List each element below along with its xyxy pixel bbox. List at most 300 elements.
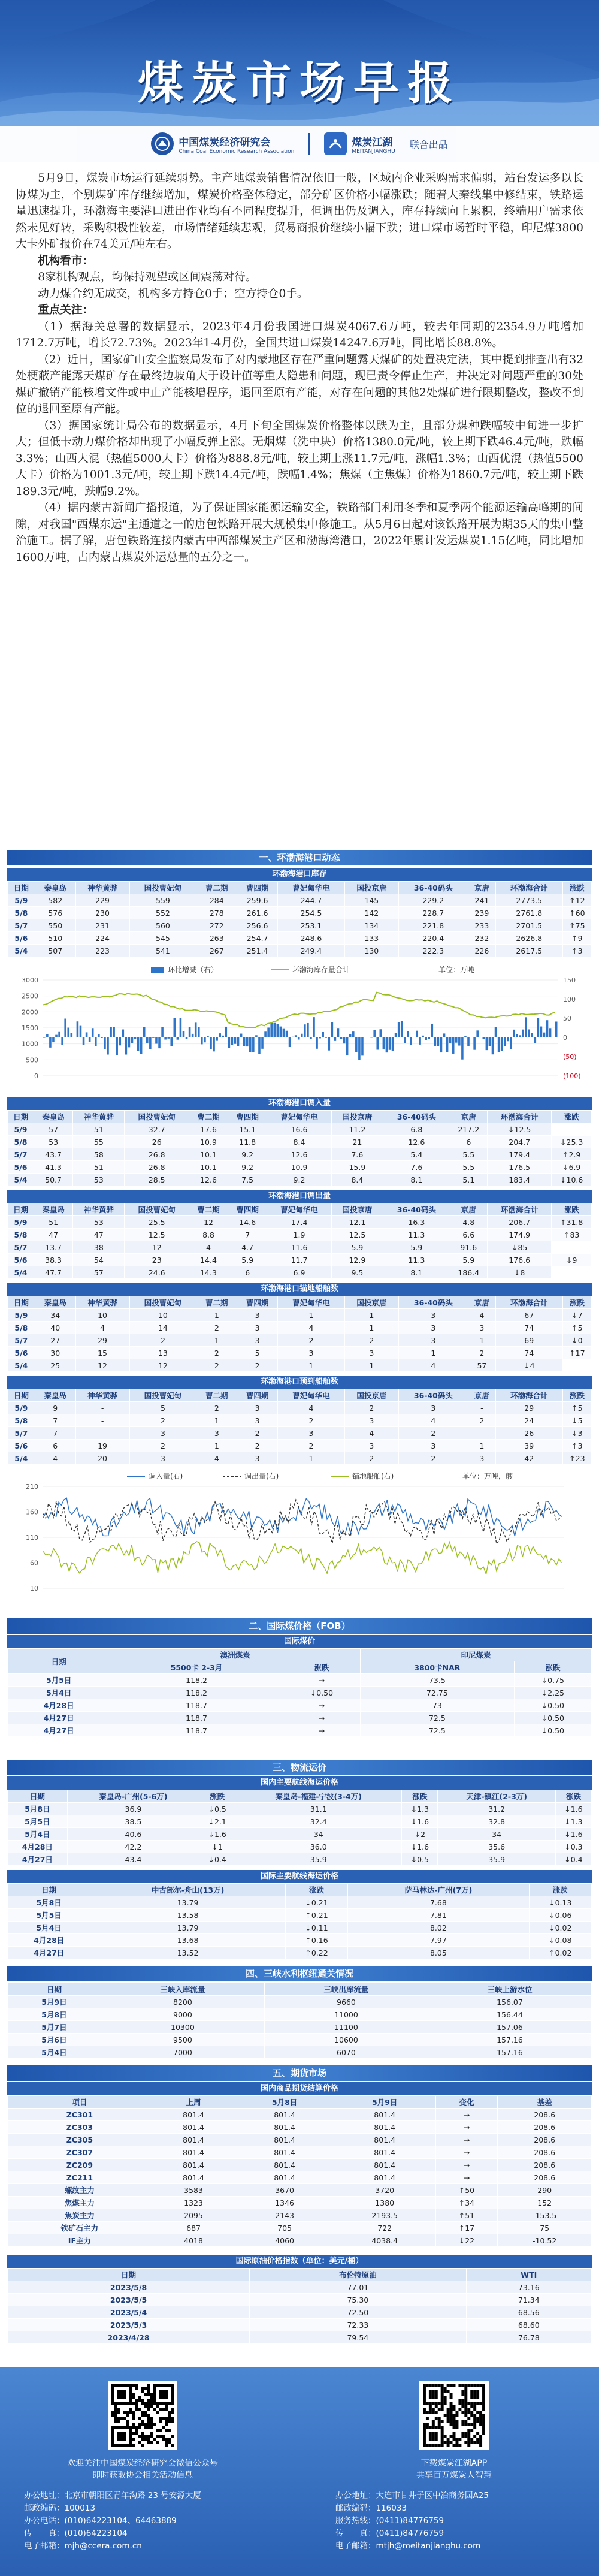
table-row [8, 1687, 592, 1699]
table-cell: 6 [228, 1266, 267, 1279]
table-cell: 224 [75, 932, 129, 945]
bar [313, 1017, 315, 1037]
table-cell: 1 [344, 1309, 398, 1322]
bar [267, 1027, 270, 1037]
table-cell: ↓0.75 [514, 1674, 591, 1687]
qr-module [423, 2444, 426, 2447]
column-header: 36-40码头 [398, 1296, 468, 1309]
qr-module [435, 2390, 438, 2393]
qr-module [450, 2405, 453, 2408]
table-cell: 2 [237, 1440, 278, 1452]
qr-module [147, 2426, 150, 2429]
bar [207, 1036, 209, 1037]
qr-module [467, 2441, 470, 2444]
series-line [43, 1542, 562, 1574]
ship-wait-title: 环渤海港口锚地船舶数 [7, 1283, 592, 1296]
qr-module [144, 2414, 147, 2417]
article-heading: 机构看市： [38, 254, 94, 267]
table-cell: 6.9 [267, 1266, 331, 1279]
table-cell: 5/9 [8, 1123, 34, 1136]
qr-module [111, 2387, 114, 2390]
bar [528, 1029, 530, 1037]
qr-module [467, 2435, 470, 2438]
table-cell: 801.4 [235, 2146, 334, 2159]
table-cell: 2 [344, 1402, 398, 1414]
bar [195, 1022, 197, 1037]
table-cell: ZC303 [8, 2121, 152, 2134]
bar [49, 1037, 52, 1048]
table-cell: ↓4 [495, 1359, 562, 1372]
table-cell: 5.9 [331, 1241, 383, 1254]
column-header: 5月9日 [334, 2096, 435, 2109]
table-cell: 2 [278, 1334, 345, 1347]
qr-module [476, 2396, 479, 2399]
qr-module [135, 2405, 138, 2408]
footer-address: 办公地址：大连市甘井子区中冶商务园A25 [335, 2491, 489, 2500]
table-cell: ↑5 [562, 1402, 591, 1414]
qr-module [153, 2393, 156, 2396]
qr-module [156, 2441, 159, 2444]
bar [355, 1037, 358, 1052]
table-cell: 51 [73, 1161, 125, 1174]
table-cell: 1 [196, 1334, 237, 1347]
qr-module [423, 2429, 426, 2432]
footer-caption-left [47, 2457, 238, 2481]
table-cell: 54 [73, 1254, 125, 1266]
qr-module [114, 2408, 117, 2411]
bar [140, 1037, 143, 1054]
table-cell: 29 [75, 1334, 129, 1347]
legend-label: 调入量(右) [149, 1472, 183, 1480]
table-cell: 5/8 [8, 1322, 35, 1334]
table-cell: 11.3 [383, 1254, 450, 1266]
qr-module [153, 2423, 156, 2426]
qr-module [429, 2393, 432, 2396]
ccera-wechat-qr-code[interactable] [108, 2381, 177, 2450]
qr-module [111, 2396, 114, 2399]
qr-module [464, 2387, 467, 2390]
qr-module [129, 2390, 132, 2393]
table-cell: 72.5 [361, 1712, 515, 1724]
table-cell: 801.4 [152, 2121, 235, 2134]
qr-module [441, 2399, 444, 2402]
table-cell: 72.33 [250, 2319, 466, 2331]
qr-module [423, 2399, 426, 2402]
qr-module [117, 2435, 120, 2438]
qr-module [159, 2435, 162, 2438]
table-cell: 68.60 [466, 2319, 591, 2331]
table-cell: 1 [398, 1347, 468, 1359]
bar [483, 1037, 485, 1039]
qr-module [129, 2441, 132, 2444]
qr-module [450, 2408, 453, 2411]
qr-module [429, 2435, 432, 2438]
table-cell: 10300 [101, 2021, 264, 2034]
qr-module [447, 2390, 450, 2393]
table-cell: 4.7 [228, 1241, 267, 1254]
table-cell: 208.6 [498, 2159, 592, 2171]
qr-module [123, 2411, 126, 2414]
table-cell: 14.4 [189, 1254, 228, 1266]
bar [546, 1020, 549, 1037]
y-tick-label: 3000 [22, 976, 38, 984]
article-paragraph: 动力煤合约无成交，机构多方持仓0手；空方持仓0手。 [38, 287, 308, 300]
table-cell: 5/8 [8, 1136, 34, 1148]
column-header: 涨跌 [285, 1884, 347, 1896]
bar [216, 1037, 218, 1041]
table-cell: ↓7 [562, 1309, 591, 1322]
qr-module [467, 2438, 470, 2441]
qr-module [114, 2405, 117, 2408]
bar [498, 1037, 500, 1052]
bar [455, 1037, 458, 1043]
column-header: 曹妃甸华电 [278, 1389, 345, 1402]
y-tick-label: 60 [30, 1559, 38, 1567]
table-cell: 801.4 [235, 2134, 334, 2146]
qr-module [138, 2423, 141, 2426]
table-cell: 53 [34, 1136, 73, 1148]
qr-module [144, 2435, 147, 2438]
table-row [8, 1922, 592, 1934]
table-row [8, 2159, 592, 2171]
qr-module [114, 2444, 117, 2447]
bar [219, 1033, 221, 1037]
qr-module [444, 2402, 447, 2405]
legend-label: 锚地船舶(右) [352, 1472, 394, 1480]
article-paragraph: （3）据国家统计局公布的数据显示，4月下旬全国煤炭价格整体以跌为主，且部分煤种跌幅较中旬进一步扩大；但低卡动力煤价格却出现了小幅反弹上涨。无烟煤（洗中块）价格1380.0元/吨，较上期下跌46.4元/吨，跌幅3.3%；山西大混（热值5000大卡）价格为888.8元/吨，较上期上涨11.7元/吨，涨幅1.3%；山西优混（热值5500大卡）价格为1001.3元/吨，较上期下跌14.4元/吨，跌幅1.4%；焦煤（主焦煤）价格为1860.7元/吨，较上期下跌189.3元/吨，跌幅9.2%。 [16, 419, 583, 498]
table-cell: 801.4 [334, 2109, 435, 2121]
table-cell: 焦炭主力 [8, 2209, 152, 2222]
column-header: 变化 [435, 2096, 498, 2109]
table-cell: 3 [278, 1347, 345, 1359]
table-cell: 179.4 [487, 1148, 551, 1161]
qr-module [159, 2408, 162, 2411]
table-cell: 510 [35, 932, 75, 945]
qr-module [441, 2429, 444, 2432]
column-header: 曹四期 [237, 882, 278, 894]
org1-name-cn: 中国煤炭经济研究会 [179, 136, 271, 149]
table-cell: 25.5 [125, 1216, 189, 1229]
table-cell: 5 [237, 1347, 278, 1359]
table-cell: 1 [468, 1334, 495, 1347]
table-cell: → [435, 2121, 498, 2134]
bar [119, 1037, 121, 1045]
table-cell: 55 [73, 1136, 125, 1148]
qr-module [426, 2384, 429, 2387]
bar [283, 1029, 285, 1037]
y-tick-label: 10 [30, 1585, 38, 1592]
column-header: 曹妃甸华电 [278, 882, 345, 894]
qr-module [470, 2438, 473, 2441]
qr-module [123, 2396, 126, 2399]
table-cell: 5/4 [8, 1359, 35, 1372]
oil-title: 国际原油价格指数（单位：美元/桶） [7, 2255, 592, 2268]
y-tick-label: 2500 [22, 992, 38, 1000]
column-header: 环渤海合计 [495, 1389, 562, 1402]
table-cell: ↓0.02 [529, 1922, 591, 1934]
qr-module [165, 2405, 168, 2408]
table-cell: 241 [468, 894, 495, 907]
table-cell: ↑75 [562, 919, 591, 932]
column-header: 秦皇岛 [34, 1111, 73, 1123]
qr-module [453, 2438, 456, 2441]
table-cell: 5/4 [8, 1266, 34, 1279]
table-cell: 9000 [101, 2008, 264, 2021]
qr-module [135, 2426, 138, 2429]
table-cell: ↓0.08 [529, 1934, 591, 1947]
qr-module [429, 2402, 432, 2405]
table-cell: 2 [398, 1427, 468, 1440]
bar [404, 1037, 406, 1043]
qr-module [156, 2402, 159, 2405]
bar [116, 1037, 118, 1055]
bar [86, 1032, 88, 1037]
column-header: 环渤海合计 [487, 1203, 551, 1216]
qr-module [464, 2411, 467, 2414]
qr-module [441, 2408, 444, 2411]
qr-module [171, 2420, 174, 2423]
table-cell: 4 [189, 1241, 228, 1254]
table-cell: 228.7 [398, 907, 468, 919]
bar [352, 1031, 355, 1037]
y-tick-label: 0 [563, 1034, 567, 1042]
table-cell: 248.6 [278, 932, 345, 945]
table-cell: 1 [344, 1322, 398, 1334]
table-row [8, 1996, 592, 2008]
qr-module [156, 2429, 159, 2432]
table-cell: 2 [237, 1427, 278, 1440]
table-cell: 7 [35, 1414, 75, 1427]
qr-module [153, 2387, 156, 2390]
table-cell: 2 [278, 1414, 345, 1427]
qr-module [447, 2384, 450, 2387]
y-tick-label: 50 [563, 1015, 571, 1022]
y-tick-label: 160 [26, 1508, 38, 1516]
stock-line [43, 993, 555, 1028]
qr-module [159, 2402, 162, 2405]
qr-module [441, 2402, 444, 2405]
table-cell: 7.81 [348, 1909, 529, 1922]
qr-module [147, 2435, 150, 2438]
bar [516, 1034, 518, 1037]
table-row [8, 1699, 592, 1712]
table-cell: ↓0.5 [402, 1853, 438, 1866]
column-header: 京唐 [468, 1296, 495, 1309]
qr-module [129, 2387, 132, 2390]
table-cell: 2 [196, 1322, 237, 1334]
table-cell: 5月4日 [8, 2046, 101, 2059]
bar [386, 1037, 388, 1052]
table-row [8, 1334, 592, 1347]
table-cell: 5/8 [8, 907, 35, 919]
table-cell: 204.7 [487, 1136, 551, 1148]
qr-module [132, 2438, 135, 2441]
qr-module [150, 2393, 153, 2396]
table-cell: 541 [129, 945, 196, 957]
table-cell: 5月7日 [8, 2021, 101, 2034]
table-cell: 134 [344, 919, 398, 932]
qr-module [444, 2387, 447, 2390]
qr-module [165, 2423, 168, 2426]
table-cell: 8.4 [267, 1136, 331, 1148]
qr-module [476, 2384, 479, 2387]
column-header: 秦皇岛-福建-宁波(3-4万) [235, 1790, 402, 1803]
qr-code-icon [423, 2384, 485, 2447]
column-header: 国投曹妃甸 [125, 1111, 189, 1123]
qr-module [423, 2384, 426, 2387]
qr-module [444, 2435, 447, 2438]
qr-module [171, 2417, 174, 2420]
unit-label: 单位：万吨，艘 [462, 1472, 513, 1480]
table-cell: 2701.5 [495, 919, 562, 932]
qr-module [111, 2426, 114, 2429]
table-cell: 12.6 [189, 1174, 228, 1186]
qr-module [171, 2402, 174, 2405]
table-cell: 3720 [334, 2184, 435, 2197]
qr-module [423, 2438, 426, 2441]
legend-swatch [151, 967, 164, 973]
table-cell: 5/6 [8, 1161, 34, 1174]
qr-module [453, 2426, 456, 2429]
table-cell: 5.1 [450, 1174, 487, 1186]
qr-module [111, 2444, 114, 2447]
qr-module [429, 2396, 432, 2399]
qr-module [153, 2384, 156, 2387]
qr-module [426, 2402, 429, 2405]
bar [295, 1035, 297, 1037]
qr-module [126, 2411, 129, 2414]
table-cell: 32.4 [235, 1815, 402, 1828]
qr-module [476, 2417, 479, 2420]
table-cell: 12.9 [331, 1254, 383, 1266]
qr-module [435, 2393, 438, 2396]
table-row [8, 2184, 592, 2197]
qr-module [435, 2438, 438, 2441]
qr-module [153, 2390, 156, 2393]
table-row [8, 1174, 592, 1186]
qr-module [117, 2426, 120, 2429]
qr-module [162, 2390, 165, 2393]
table-cell: 801.4 [334, 2121, 435, 2134]
bar [304, 1024, 306, 1037]
qr-module [476, 2432, 479, 2435]
table-cell: 3 [278, 1427, 345, 1440]
bar [298, 1037, 300, 1039]
table-cell: ↑23 [562, 1452, 591, 1465]
table-cell: 2 [237, 1359, 278, 1372]
table-cell: 3670 [235, 2184, 334, 2197]
article-paragraph: 5月9日，煤炭市场运行延续弱势。主产地煤炭销售情况依旧一般，区域内企业采购需求偏弱，站台发运多以长协煤为主，个别煤矿库存继续增加，煤炭价格整体稳定，部分矿区价格小幅涨跌；随着大秦线集中修结束，铁路运量迅速提升，环渤海主要港口进出作业均有不同程度提升，但调出仍及调入，库存持续向上累积，终端用户需求依然未见好转，采购积极性较差，市场情绪延续悲观，贸易商报价继续小幅下跌；进口煤市场暂时平稳，印尼煤3800大卡外矿报价在74美元/吨左右。 [16, 172, 583, 251]
table-cell: 2023/5/3 [8, 2319, 250, 2331]
table-cell: 4月28日 [8, 1699, 110, 1712]
qr-module [150, 2432, 153, 2435]
qr-module [111, 2402, 114, 2405]
table-row [8, 2171, 592, 2184]
meitanjianghu-app-qr-code[interactable] [419, 2381, 489, 2450]
qr-module [464, 2384, 467, 2387]
table-cell: 5/8 [8, 1414, 35, 1427]
column-header: 国投曹妃甸 [129, 882, 196, 894]
y-tick-label: (100) [563, 1072, 581, 1080]
bar [458, 1037, 461, 1046]
column-header: 36-40码头 [398, 882, 468, 894]
qr-module [117, 2417, 120, 2420]
table-cell: 34 [235, 1828, 402, 1841]
column-header: 京唐 [450, 1111, 487, 1123]
qr-module [165, 2402, 168, 2405]
qr-module [482, 2429, 485, 2432]
column-header: 日期 [8, 1790, 68, 1803]
table-cell: 259.6 [237, 894, 278, 907]
table-cell: 4.8 [450, 1216, 487, 1229]
table-row [8, 2008, 592, 2021]
bar [307, 1023, 309, 1037]
table-cell: 3 [237, 1334, 278, 1347]
qr-module [129, 2438, 132, 2441]
qr-module [473, 2417, 476, 2420]
table-cell: 2 [278, 1440, 345, 1452]
table-cell: 11.7 [267, 1254, 331, 1266]
table-cell: ↓8 [487, 1266, 551, 1279]
table-cell: 9.2 [267, 1174, 331, 1186]
table-cell: 6 [450, 1136, 487, 1148]
qr-module [138, 2399, 141, 2402]
bar [286, 1031, 288, 1037]
column-header: 日期 [8, 1203, 34, 1216]
qr-module [435, 2396, 438, 2399]
bar [446, 1037, 449, 1052]
table-row [8, 1136, 592, 1148]
qr-module [165, 2420, 168, 2423]
qr-module [150, 2426, 153, 2429]
qr-module [482, 2387, 485, 2390]
table-cell: ↑0.22 [285, 1947, 347, 1959]
table-cell: 267 [196, 945, 237, 957]
table-cell: 5/7 [8, 1427, 35, 1440]
port-out-table [7, 1203, 592, 1279]
qr-module [438, 2384, 441, 2387]
section-header-intl: 二、国际煤价格（FOB） [7, 1618, 592, 1634]
table-cell: ↑0.02 [529, 1947, 591, 1959]
qr-module [476, 2441, 479, 2444]
table-cell: ↓0.13 [529, 1896, 591, 1909]
bar [340, 1037, 343, 1039]
table-cell: 14.3 [189, 1266, 228, 1279]
table-cell: 8.1 [383, 1266, 450, 1279]
bar [249, 1037, 252, 1052]
bar [261, 1037, 264, 1049]
qr-module [458, 2399, 461, 2402]
qr-module [159, 2396, 162, 2399]
bar [101, 1037, 103, 1038]
qr-module [453, 2444, 456, 2447]
qr-module [435, 2435, 438, 2438]
table-cell: ↓0.06 [529, 1909, 591, 1922]
table-cell: 73.5 [361, 1674, 515, 1687]
table-cell: 10.1 [189, 1148, 228, 1161]
org2-name-cn: 煤炭江湖 [352, 136, 393, 149]
bar [61, 1037, 63, 1045]
table-cell: 801.4 [334, 2146, 435, 2159]
port-flow-chart-svg [7, 1468, 592, 1609]
bar [146, 1037, 149, 1043]
table-cell: 4 [196, 1452, 237, 1465]
qr-module [168, 2402, 171, 2405]
qr-module [429, 2438, 432, 2441]
qr-module [117, 2432, 120, 2435]
qr-module [141, 2411, 144, 2414]
table-cell: ↓1.6 [555, 1828, 591, 1841]
